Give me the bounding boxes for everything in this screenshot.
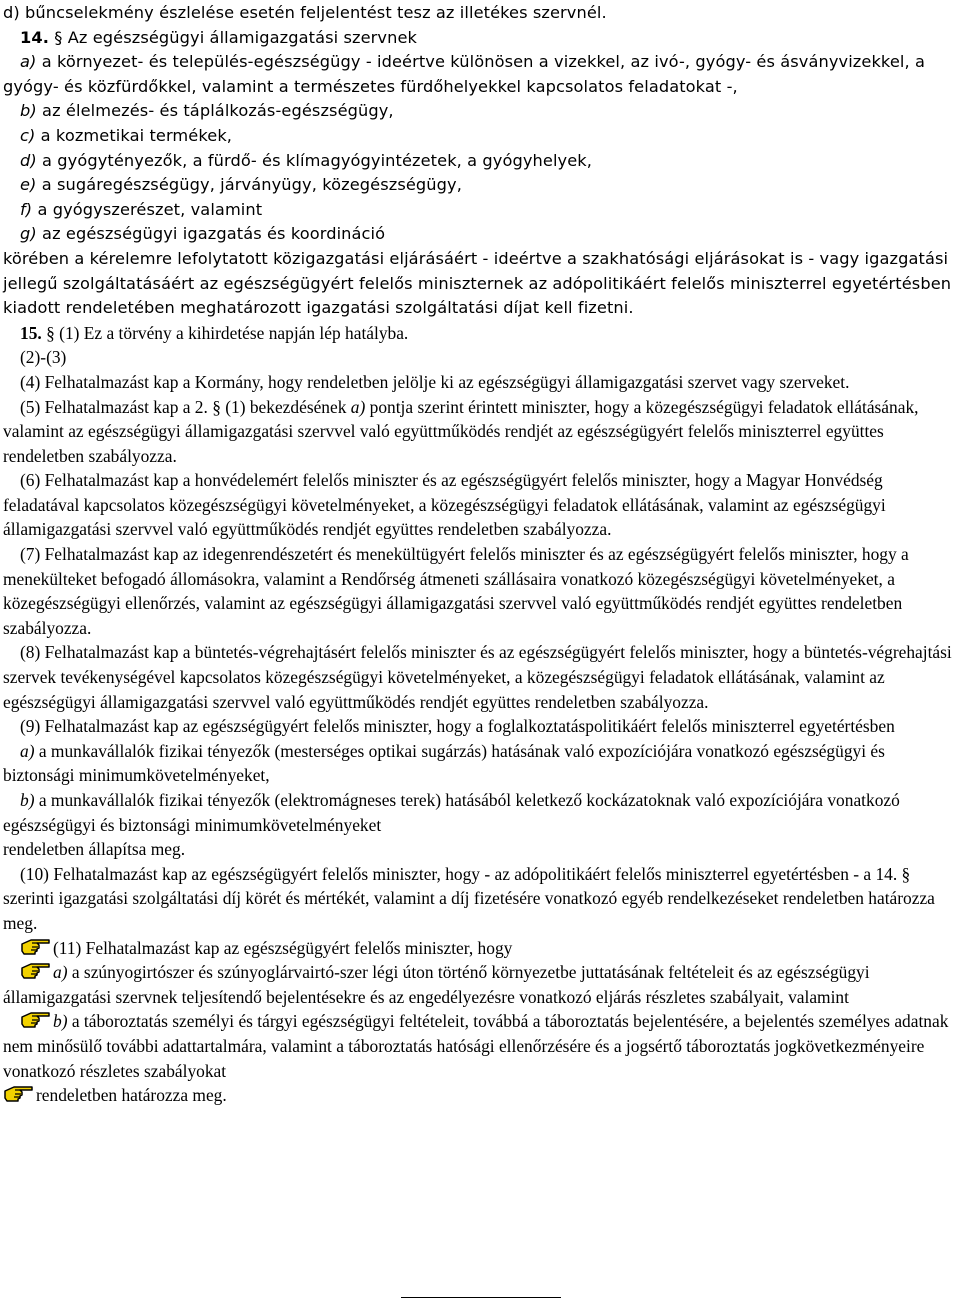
list-item-e <box>3 173 958 198</box>
paragraph-text: rendeletben határozza meg. <box>36 1085 227 1106</box>
list-item-f <box>3 198 958 223</box>
list-item-11b <box>3 1009 958 1083</box>
list-item-g <box>3 222 958 247</box>
footnote-separator <box>401 1297 561 1298</box>
item-marker: f) <box>20 199 33 219</box>
paragraph-text: (5) Felhatalmazást kap a 2. § (1) bekezdésének <box>20 396 347 417</box>
item-marker: d) <box>20 150 37 170</box>
item-text: a gyógytényezők, a fürdő- és klímagyógyintézetek, a gyógyhelyek, <box>42 150 593 170</box>
item-marker: b) <box>20 101 37 121</box>
paragraph-15-7: (7) Felhatalmazást kap az idegenrendészetért és menekültügyért felelős miniszter és az egészségügyért felelős miniszter, hogy a menekülteket befogadó állomásokra, valamint a Rendőrség átmeneti szállásaira vonatkozó közegészségügyi követelményeket, a közegészségügyi ellenőrzés, valamint az egészségügyi államigazgatási szervvel való együttműködés rendjét együttes rendeletben szabályozza. <box>3 544 909 638</box>
section-number: 15. <box>20 322 42 343</box>
section-sign: § <box>54 27 63 47</box>
item-text: a szúnyogirtószer és szúnyoglárvairtó-szer légi úton történő környezetbe juttatásának feltételeit és az egészségügyi államigazgatási szervnek teljesítendő bejelentésekre és az engedélyezésre vonatkozó eljárás részletes szabályait, valamint <box>3 962 870 1007</box>
item-text: a kozmetikai termékek, <box>40 125 233 145</box>
list-item-9a <box>3 739 958 788</box>
item-text: a táboroztatás személyi és tárgyi egészségügyi feltételeit, továbbá a táboroztatás bejelentésére, a bejelentés személyes adatnak nem minősülő további adattartalmára, valamint a táboroztatás hatósági ellenőrzésére és a jogsértő táboroztatás jogkövetkezményeire vonatkozó részletes szabályokat <box>3 1011 949 1081</box>
paragraph-15-8: (8) Felhatalmazást kap a büntetés-végrehajtásért felelős miniszter és az egészségügyért felelős miniszter, hogy a büntetés-végrehajtási szervek tevékenységével kapcsolatos közegészségügyi követelményeket, a közegészségügyi feladatok ellátásának, valamint az egészségügyi államigazgatási szervvel való együttműködés rendjét együttes rendeletben szabályozza. <box>3 642 952 712</box>
item-marker: a) <box>53 962 68 983</box>
paragraph-15-5 <box>3 395 958 469</box>
paragraph-text: pontja szerint érintett miniszter, hogy a közegészségügyi feladatok ellátásának, valamint az egészségügyi államigazgatási szervvel való együttműködés rendjét az egészségügyért felelős miniszterrel együttes rendeletben szabályozza. <box>3 396 919 466</box>
section-sign: § <box>46 322 55 343</box>
list-item-11a <box>3 960 958 1009</box>
item-text: az élelmezés- és táplálkozás-egészségügy, <box>42 101 394 121</box>
paragraph-15-9-closing: rendeletben állapítsa meg. <box>3 839 186 860</box>
paragraph-15-10: (10) Felhatalmazást kap az egészségügyért felelős miniszter, hogy - az adópolitikáért felelős miniszterrel egyetértésben - a 14. § szerinti igazgatási szolgáltatási díj körét és mértékét, valamint a díj fizetésére vonatkozó egyéb rendelkezéseket rendeletben határozza meg. <box>3 863 935 933</box>
item-text: a sugáregészségügy, járványügy, közegészségügy, <box>41 175 462 195</box>
item-marker: b) <box>20 790 35 810</box>
list-item-d <box>3 149 958 174</box>
paragraph-14-heading <box>3 26 958 51</box>
list-item-9b <box>3 788 958 837</box>
paragraph-15-9: (9) Felhatalmazást kap az egészségügyért felelős miniszter, hogy a foglalkoztatáspolitikáért felelős miniszterrel egyetértésben <box>20 716 895 737</box>
pointing-hand-icon <box>20 936 51 957</box>
pointing-hand-icon <box>20 1009 51 1030</box>
paragraph-15-4: (4) Felhatalmazást kap a Kormány, hogy rendeletben jelölje ki az egészségügyi államigazgatási szervet vagy szerveket. <box>20 371 850 392</box>
paragraph-15-11 <box>3 936 958 961</box>
item-marker: g) <box>20 224 37 244</box>
list-item-b <box>3 99 958 124</box>
item-text: az egészségügyi igazgatás és koordináció <box>42 224 386 244</box>
list-item-c <box>3 124 958 149</box>
paragraph-14-closing: körében a kérelemre lefolytatott közigazgatási eljárásáért - ideértve a szakhatósági eljárásokat is - vagy igazgatási jellegű szolgáltatásáért az egészségügyért felelős miniszternek az adópolitikáért felelős miniszterrel egyetértésben kiadott rendeletében meghatározott igazgatási szolgáltatási díjat kell fizetni. <box>3 248 952 318</box>
item-text: a környezet- és település-egészségügy - ideértve különösen a vizekkel, az ivó-, gyógy- és ásványvizekkel, a gyógy- és közfürdőkkel, valamint a természetes fürdőhelyekkel kapcsolatos feladatokat -, <box>3 52 925 96</box>
item-text: a munkavállalók fizikai tényezők (mesterséges optikai sugárzás) hatásának való expozíciójára vonatkozó egészségügyi és biztonsági minimumkövetelményeket, <box>3 740 885 786</box>
item-text: a gyógyszerészet, valamint <box>37 199 263 219</box>
section-number: 14. <box>20 27 49 47</box>
item-marker: a) <box>20 52 37 72</box>
paragraph-15-2-3: (2)-(3) <box>20 347 67 368</box>
item-marker: a) <box>350 396 366 417</box>
paragraph-15-11-closing <box>3 1083 958 1108</box>
item-marker: a) <box>20 740 35 761</box>
section-text: (1) Ez a törvény a kihirdetése napján lép hatályba. <box>59 322 409 343</box>
item-marker: e) <box>20 175 37 195</box>
item-marker: b) <box>53 1011 68 1032</box>
document-page <box>3 1 958 1108</box>
list-item-a <box>3 50 958 99</box>
paragraph-13-d: d) bűncselekmény észlelése esetén feljelentést tesz az illetékes szervnél. <box>3 3 607 22</box>
pointing-hand-icon <box>20 960 51 981</box>
pointing-hand-icon <box>3 1083 34 1104</box>
paragraph-15-6: (6) Felhatalmazást kap a honvédelemért felelős miniszter és az egészségügyért felelős miniszter, hogy a Magyar Honvédség feladatával kapcsolatos közegészségügyi követelményeket, a közegészségügyi feladatok ellátásának, valamint az egészségügyi államigazgatási szervvel való együttműködés rendjét együttes rendeletben szabályozza. <box>3 470 886 540</box>
paragraph-15-heading <box>3 321 958 346</box>
paragraph-text: (11) Felhatalmazást kap az egészségügyért felelős miniszter, hogy <box>53 937 513 958</box>
item-marker: c) <box>20 125 36 145</box>
section-text: Az egészségügyi államigazgatási szervnek <box>67 27 417 47</box>
item-text: a munkavállalók fizikai tényezők (elektromágneses terek) hatásából keletkező kockázatoknak való expozíciójára vonatkozó egészségügyi és biztonsági minimumkövetelményeket <box>3 790 900 835</box>
